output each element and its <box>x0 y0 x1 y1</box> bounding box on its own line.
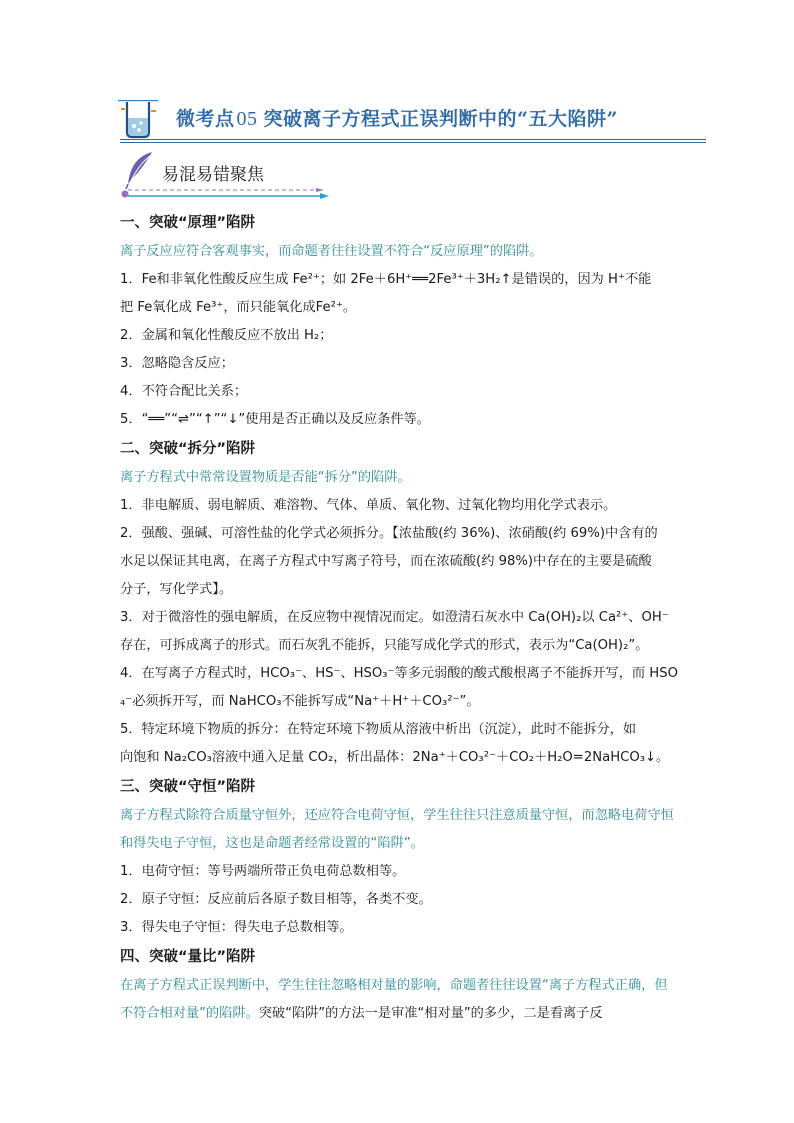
title-main: 突破离子方程式正误判断中的“五大陷阱” <box>263 108 618 130</box>
list-item: 突破“陷阱”的方法一是审准“相对量”的多少，二是看离子反 <box>258 1006 603 1021</box>
list-item: 2．强酸、强碱、可溶性盐的化学式必须拆分。【浓盐酸(约 36%)、浓硝酸(约 69%)中含有的 <box>120 526 658 541</box>
badge-label: 易混易错聚焦 <box>162 165 264 185</box>
section-heading: 一、突破“原理”陷阱 <box>120 215 256 231</box>
header-rule-secondary <box>120 142 706 143</box>
list-item: 3．得失电子守恒：得失电子总数相等。 <box>120 920 353 935</box>
list-item: 3．对于微溶性的强电解质，在反应物中视情况而定。如澄清石灰水中 Ca(OH)₂以 Ca²⁺、OH⁻ <box>120 610 669 625</box>
section-heading: 四、突破“量比”陷阱 <box>120 949 256 965</box>
section-heading: 二、突破“拆分”陷阱 <box>120 441 256 457</box>
section-heading: 三、突破“守恒”陷阱 <box>120 779 256 795</box>
title-prefix: 微考点 <box>176 108 235 130</box>
list-item: 把 Fe氧化成 Fe³⁺，而只能氧化成Fe²⁺。 <box>120 300 357 315</box>
list-item: 向饱和 Na₂CO₃溶液中通入足量 CO₂，析出晶体：2Na⁺＋CO₃²⁻＋CO₂＋H₂O=2NaHCO₃↓。 <box>120 750 670 765</box>
header-rule <box>120 139 706 140</box>
document-body <box>120 208 680 1028</box>
list-item: 2．金属和氧化性酸反应不放出 H₂； <box>120 328 333 343</box>
list-item: 5．特定环境下物质的拆分：在特定环境下物质从溶液中析出（沉淀），此时不能拆分，如 <box>120 722 637 737</box>
feather-icon <box>124 150 156 190</box>
dashed-arrow-line <box>120 188 330 200</box>
list-item: 2．原子守恒：反应前后各原子数目相等，各类不变。 <box>120 892 432 907</box>
list-item: 存在，可拆成离子的形式。而石灰乳不能拆，只能写成化学式的形式，表示为“Ca(OH)₂”。 <box>120 638 649 653</box>
list-item: 分子，写化学式】。 <box>120 582 233 597</box>
title-number: 05 <box>236 108 258 130</box>
page-title <box>176 104 618 131</box>
list-item: 1．Fe和非氧化性酸反应生成 Fe²⁺；如 2Fe＋6H⁺══2Fe³⁺＋3H₂↑是错误的，因为 H⁺不能 <box>120 272 652 287</box>
section-intro <box>120 972 680 1028</box>
list-item: 水足以保证其电离，在离子方程式中写离子符号，而在浓硫酸(约 98%)中存在的主要是硫酸 <box>120 554 652 569</box>
page-header <box>118 96 708 142</box>
section-intro-text: 在离子方程式正误判断中，学生往往忽略相对量的影响，命题者往往设置“离子方程式正确，但不符合相对量”的陷阱。 <box>120 978 668 1021</box>
list-item: 1．非电解质、弱电解质、难溶物、气体、单质、氧化物、过氧化物均用化学式表示。 <box>120 498 617 513</box>
section-badge <box>120 150 340 200</box>
list-item: 5．“══”“⇌”“↑”“↓”使用是否正确以及反应条件等。 <box>120 412 430 427</box>
section-intro: 离子反应应符合客观事实，而命题者往往设置不符合“反应原理”的陷阱。 <box>120 244 543 259</box>
list-item: 1．电荷守恒：等号两端所带正负电荷总数相等。 <box>120 864 406 879</box>
beaker-icon <box>118 96 158 140</box>
list-item: 4．在写离子方程式时，HCO₃⁻、HS⁻、HSO₃⁻等多元弱酸的酸式酸根离子不能拆开写，而 HSO <box>120 666 678 681</box>
section-intro: 离子方程式中常常设置物质是否能“拆分”的陷阱。 <box>120 470 411 485</box>
list-item: ₄⁻必须拆开写，而 NaHCO₃不能拆写成“Na⁺＋H⁺＋CO₃²⁻”。 <box>120 694 480 709</box>
section-intro: 离子方程式除符合质量守恒外，还应符合电荷守恒，学生往往只注意质量守恒，而忽略电荷守恒和得失电子守恒，这也是命题者经常设置的“陷阱”。 <box>120 808 674 851</box>
list-item: 4．不符合配比关系； <box>120 384 248 399</box>
list-item: 3．忽略隐含反应； <box>120 356 234 371</box>
